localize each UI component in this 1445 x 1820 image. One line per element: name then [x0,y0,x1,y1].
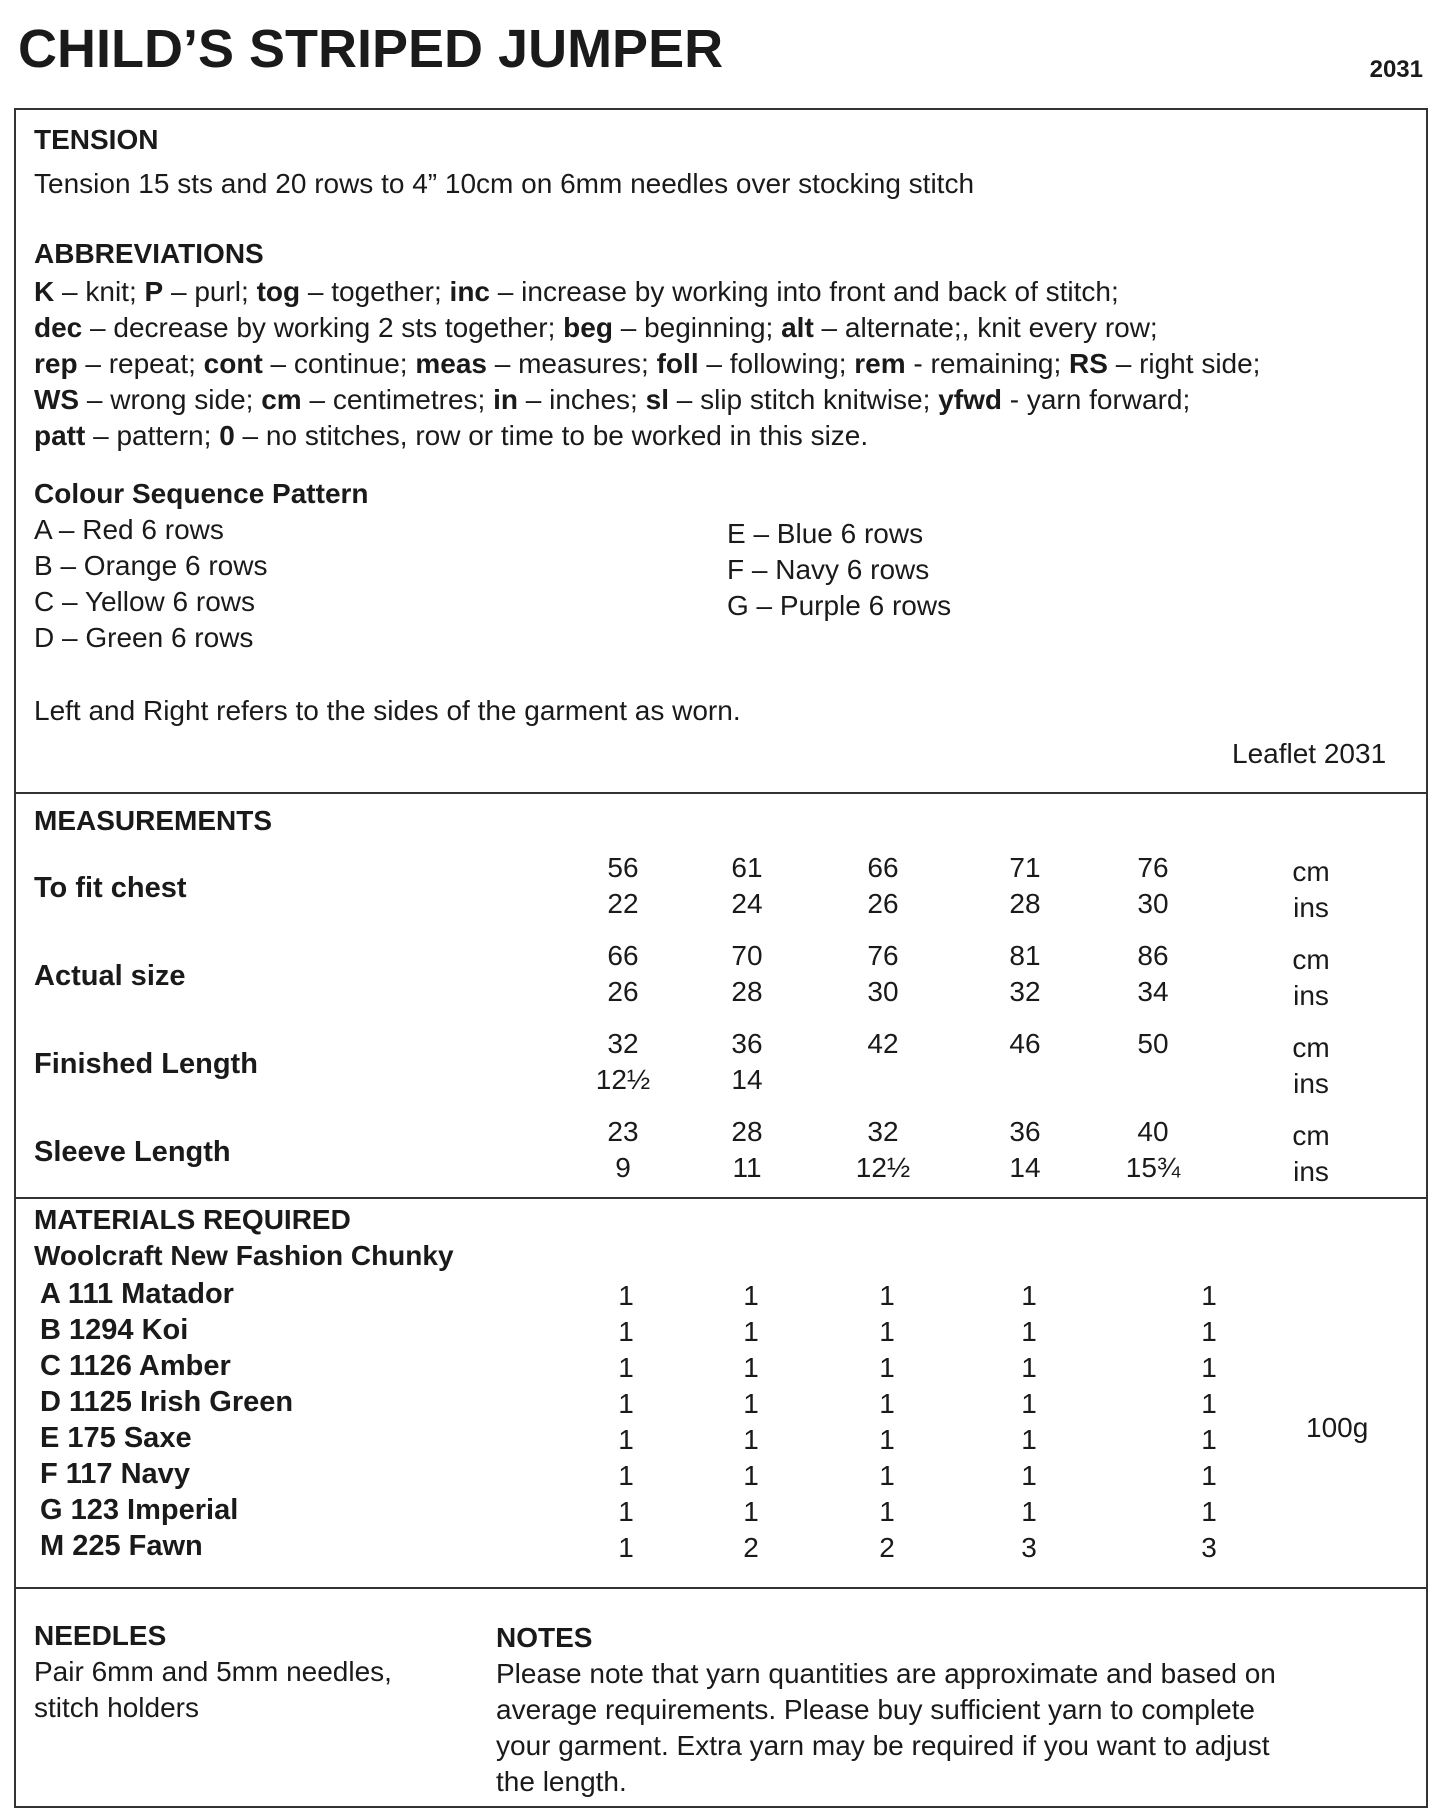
yarn-quantity: 1 [1021,1460,1037,1491]
yarn-quantity: 1 [618,1532,634,1563]
abbreviation-meaning: – inches; [517,384,646,415]
yarn-name: D 1125 Irish Green [40,1386,294,1418]
measurement-label: Sleeve Length [34,1136,231,1168]
measurement-ins-value: 30 [867,976,899,1007]
measurement-label: To fit chest [34,872,187,904]
yarn-name: F 117 Navy [40,1458,190,1490]
yarn-quantity: 1 [1201,1316,1217,1347]
needles-line: Pair 6mm and 5mm needles, [34,1656,392,1687]
measurement-ins-value: 9 [615,1152,631,1183]
abbreviation-meaning: – purl; [163,276,257,307]
unit-cm: cm [1292,944,1330,975]
page-title: CHILD’S STRIPED JUMPER [18,19,724,79]
yarn-name: C 1126 Amber [40,1350,231,1382]
yarn-quantity: 1 [1201,1496,1217,1527]
measurement-cm-value: 71 [1009,852,1041,883]
abbreviation-term: sl [645,384,669,415]
abbreviation-term: alt [781,312,814,343]
measurement-cm-value: 61 [731,852,763,883]
measurements-heading: MEASUREMENTS [34,805,273,836]
yarn-name: B 1294 Koi [40,1314,189,1346]
needles-heading: NEEDLES [34,1620,167,1651]
notes-heading: NOTES [496,1622,593,1653]
abbreviation-meaning: – right side; [1107,348,1261,379]
yarn-name: M 225 Fawn [40,1530,203,1562]
abbreviation-term: RS [1069,348,1108,379]
yarn-quantity: 1 [1021,1316,1037,1347]
yarn-quantity: 3 [1021,1532,1037,1563]
measurement-ins-value: 11 [732,1152,762,1183]
yarn-quantity: 1 [1021,1424,1037,1455]
yarn-name: A 111 Matador [40,1278,234,1310]
measurement-ins-value: 22 [607,888,639,919]
abbreviation-meaning: – increase by working into front and back of stitch; [490,276,1119,307]
yarn-quantity: 1 [743,1460,759,1491]
notes-line: the length. [496,1766,627,1797]
notes-line: Please note that yarn quantities are approximate and based on [496,1658,1276,1689]
measurement-label: Finished Length [34,1048,258,1080]
yarn-quantity: 1 [879,1424,895,1455]
yarn-quantity: 1 [1021,1352,1037,1383]
abbreviation-meaning: – no stitches, row or time to be worked in this size. [234,420,869,451]
measurement-cm-value: 28 [731,1116,763,1147]
abbreviation-term: inc [449,276,491,307]
measurement-cm-value: 32 [607,1028,639,1059]
abbreviation-meaning: – following; [698,348,855,379]
yarn-quantity: 1 [743,1280,759,1311]
measurement-ins-value: 26 [867,888,899,919]
measurement-cm-value: 81 [1009,940,1041,971]
measurement-cm-value: 56 [607,852,639,883]
colour-sequence-heading: Colour Sequence Pattern [34,478,369,509]
divider-needles [14,1587,1428,1589]
abbreviation-term: WS [34,384,80,415]
yarn-quantity: 1 [743,1424,759,1455]
leaflet-label: Leaflet 2031 [1232,738,1387,769]
abbreviation-meaning: – repeat; [77,348,204,379]
sides-note: Left and Right refers to the sides of the garment as worn. [34,695,741,726]
measurement-cm-value: 86 [1137,940,1169,971]
yarn-quantity: 1 [618,1280,634,1311]
abbreviation-meaning: – measures; [486,348,657,379]
measurement-cm-value: 76 [1137,852,1169,883]
yarn-quantity: 1 [1021,1280,1037,1311]
abbreviation-meaning: – together; [300,276,450,307]
pattern-code: 2031 [1369,56,1423,83]
abbreviation-term: in [493,384,518,415]
abbreviation-line [34,312,1158,344]
notes-line: your garment. Extra yarn may be required if you want to adjust [496,1730,1270,1761]
measurement-cm-value: 50 [1137,1028,1169,1059]
yarn-quantity: 3 [1201,1532,1217,1563]
unit-ins: ins [1293,892,1329,923]
yarn-quantity: 1 [618,1352,634,1383]
measurement-cm-value: 66 [867,852,899,883]
abbreviation-meaning: – pattern; [85,420,220,451]
measurement-ins-value: 28 [1009,888,1041,919]
yarn-quantity: 1 [743,1496,759,1527]
measurement-ins-value: 28 [731,976,763,1007]
measurement-label: Actual size [34,960,186,992]
abbreviation-term: 0 [219,420,235,451]
yarn-quantity: 2 [879,1532,895,1563]
yarn-quantity: 1 [879,1352,895,1383]
yarn-quantity: 1 [618,1424,634,1455]
yarn-quantity: 1 [1201,1352,1217,1383]
unit-cm: cm [1292,1032,1330,1063]
tension-text: Tension 15 sts and 20 rows to 4” 10cm on 6mm needles over stocking stitch [34,168,975,199]
yarn-quantity: 1 [879,1496,895,1527]
measurement-ins-value: 24 [731,888,763,919]
abbreviation-meaning: – knit; [54,276,145,307]
abbreviation-line [34,384,1190,416]
yarn-quantity: 1 [1201,1460,1217,1491]
abbreviation-meaning: – continue; [262,348,416,379]
abbreviation-term: beg [563,312,613,343]
yarn-quantity: 1 [618,1316,634,1347]
abbreviation-line [34,420,868,452]
measurement-cm-value: 76 [867,940,899,971]
abbreviation-term: rep [34,348,78,379]
yarn-quantity: 1 [618,1460,634,1491]
materials-heading: MATERIALS REQUIRED [34,1204,351,1235]
abbreviation-line [34,276,1119,308]
measurement-ins-value: 15¾ [1125,1152,1181,1183]
measurement-cm-value: 32 [867,1116,899,1147]
abbreviation-meaning: – beginning; [612,312,782,343]
measurement-cm-value: 36 [731,1028,763,1059]
measurement-cm-value: 66 [607,940,639,971]
colour-item: D – Green 6 rows [34,622,254,653]
abbreviation-term: rem [854,348,906,379]
abbreviation-term: foll [656,348,699,379]
measurement-ins-value: 12½ [855,1152,911,1183]
measurement-ins-value: 30 [1137,888,1169,919]
colour-sequence-right [727,516,951,624]
abbreviation-line [34,348,1260,380]
measurement-ins-value: 26 [607,976,639,1007]
yarn-quantity: 1 [743,1316,759,1347]
materials-brand: Woolcraft New Fashion Chunky [34,1240,454,1271]
abbreviation-meaning: - remaining; [905,348,1070,379]
yarn-quantity: 1 [879,1460,895,1491]
colour-item: A – Red 6 rows [34,514,224,545]
abbreviation-meaning: – decrease by working 2 sts together; [82,312,564,343]
yarn-quantity: 1 [618,1388,634,1419]
measurement-ins-value: 32 [1009,976,1041,1007]
yarn-quantity: 1 [1201,1388,1217,1419]
abbreviation-term: dec [34,312,83,343]
yarn-quantity: 1 [618,1496,634,1527]
measurement-ins-value: 14 [1009,1152,1041,1183]
measurement-ins-value: 12½ [595,1064,651,1095]
yarn-name: G 123 Imperial [40,1494,239,1526]
notes-line: average requirements. Please buy sufficient yarn to complete [496,1694,1256,1725]
divider-materials [14,1197,1428,1199]
colour-item: F – Navy 6 rows [727,554,930,585]
abbreviation-term: cont [203,348,263,379]
colour-item: E – Blue 6 rows [727,518,924,549]
colour-item: G – Purple 6 rows [727,590,952,621]
yarn-quantity: 1 [743,1388,759,1419]
measurement-ins-value: 34 [1137,976,1169,1007]
yarn-quantity: 2 [743,1532,759,1563]
measurement-cm-value: 46 [1009,1028,1041,1059]
yarn-quantity: 1 [1201,1280,1217,1311]
abbreviations-heading: ABBREVIATIONS [34,238,264,269]
abbreviation-term: patt [34,420,86,451]
abbreviation-meaning: – centimetres; [301,384,494,415]
abbreviation-term: cm [261,384,302,415]
abbreviation-meaning: – wrong side; [79,384,262,415]
colour-item: C – Yellow 6 rows [34,586,256,617]
measurement-cm-value: 23 [607,1116,639,1147]
needles-text [34,1654,392,1726]
measurement-cm-value: 40 [1137,1116,1169,1147]
measurement-cm-value: 36 [1009,1116,1041,1147]
unit-ins: ins [1293,1068,1329,1099]
measurement-cm-value: 42 [867,1028,899,1059]
notes-text [496,1656,1276,1800]
unit-ins: ins [1293,980,1329,1011]
colour-sequence-left [34,512,267,656]
unit-cm: cm [1292,856,1330,887]
abbreviation-meaning: – alternate;, knit every row; [813,312,1158,343]
abbreviation-term: yfwd [938,384,1002,415]
yarn-name: E 175 Saxe [40,1422,192,1454]
yarn-quantity: 1 [879,1316,895,1347]
yarn-quantity: 1 [743,1352,759,1383]
yarn-quantity: 1 [1021,1388,1037,1419]
abbreviation-term: K [34,276,55,307]
abbreviation-term: P [144,276,164,307]
yarn-quantity: 1 [1021,1496,1037,1527]
yarn-quantity: 1 [1201,1424,1217,1455]
yarn-quantity: 1 [879,1388,895,1419]
measurement-ins-value: 14 [731,1064,763,1095]
unit-ins: ins [1293,1156,1329,1187]
unit-cm: cm [1292,1120,1330,1151]
measurement-cm-value: 70 [731,940,763,971]
abbreviation-term: meas [415,348,487,379]
yarn-quantity: 1 [879,1280,895,1311]
abbreviation-meaning: – slip stitch knitwise; [668,384,939,415]
abbreviation-term: tog [256,276,301,307]
colour-item: B – Orange 6 rows [34,550,268,581]
abbreviation-meaning: - yarn forward; [1001,384,1191,415]
materials-unit: 100g [1306,1412,1369,1443]
divider-measurements [14,792,1428,794]
tension-heading: TENSION [34,124,159,155]
needles-line: stitch holders [34,1692,199,1723]
